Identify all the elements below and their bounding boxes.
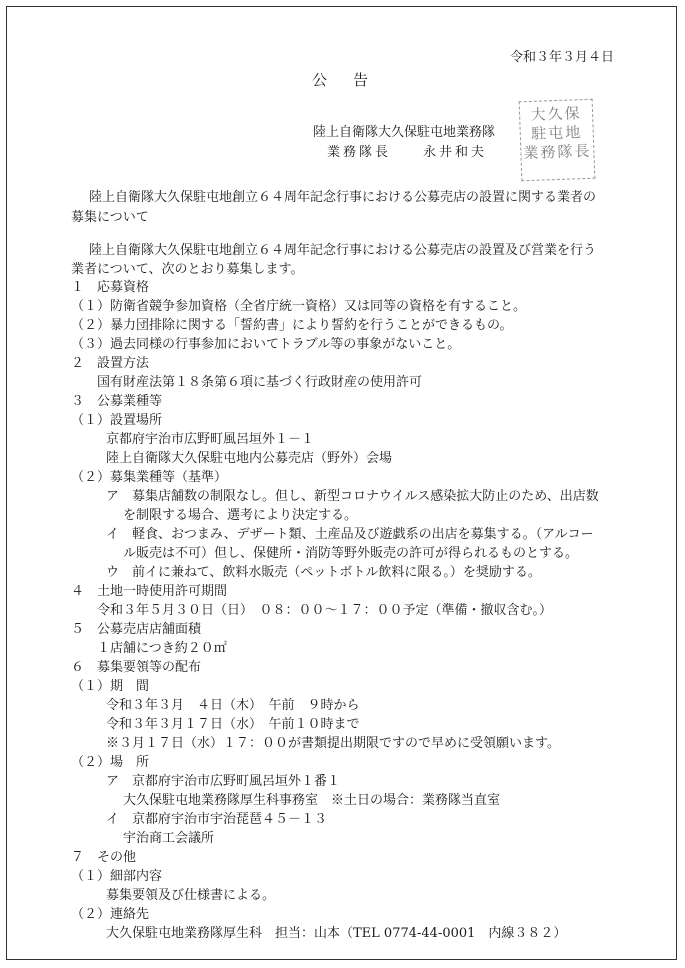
issuer-organization: 陸上自衛隊大久保駐屯地業務隊 (313, 125, 496, 140)
section-body: 大久保駐屯地業務隊厚生科事務室 ※土日の場合：業務隊当直室 (123, 793, 501, 808)
section-body: ア 募集店舗数の制限なし。但し、新型コロナウイルス感染拡大防止のため、出店数 (106, 489, 599, 504)
section-heading: ３ 公募業種等 (71, 394, 163, 409)
subsection-heading: （１）設置場所 (71, 413, 163, 428)
subsection-heading: （２）場 所 (71, 755, 150, 770)
subsection-heading: （２）連絡先 (71, 907, 150, 922)
section-body: ※３月１７日（水）１７：００が書類提出期限ですので早めに受領願います。 (106, 736, 560, 751)
subsection-heading: （２）募集業種等（基準） (71, 470, 228, 485)
list-item: （３）過去同様の行事参加においてトラブル等の事象がないこと。 (71, 337, 461, 352)
section-heading: １ 応募資格 (71, 280, 150, 295)
section-body: イ 京都府宇治市宇治琵琶４５－１３ (106, 812, 328, 827)
page-title: 公告 (312, 71, 395, 89)
list-item: （２）暴力団排除に関する「誓約書」により誓約を行うことができるもの。 (71, 318, 513, 333)
section-body: ル販売は不可）但し、保健所・消防等野外販売の許可が得られるものとする。 (123, 546, 579, 561)
section-heading: ２ 設置方法 (71, 356, 150, 371)
subject-line: 募集について (71, 210, 149, 225)
section-body: 令和３年３月 ４日（木） 午前 ９時から (106, 698, 360, 713)
list-item: （１）防衛省競争参加資格（全省庁統一資格）又は同等の資格を有すること。 (71, 299, 527, 314)
section-body: イ 軽食、おつまみ、デザート類、土産品及び遊戯系の出店を募集する。（アルコー (106, 527, 594, 542)
contact-line: 大久保駐屯地業務隊厚生科 担当：山本（TEL 0774-44-0001 内線３８２） (106, 926, 567, 941)
subject-line: 陸上自衛隊大久保駐屯地創立６４周年記念行事における公募売店の設置に関する業者の (89, 190, 597, 205)
section-body: １店舗につき約２０㎡ (97, 641, 227, 656)
section-body: ア 京都府宇治市広野町風呂垣外１番１ (106, 774, 341, 789)
seal-line: 業務隊長 (523, 141, 592, 163)
section-heading: ５ 公募売店店舗面積 (71, 622, 202, 637)
section-heading: ７ その他 (71, 850, 137, 865)
intro-line: 業者について、次のとおり募集します。 (71, 262, 304, 277)
subsection-heading: （１）細部内容 (71, 869, 163, 884)
section-body: 宇治商工会議所 (123, 831, 215, 846)
issuer-name: 業務隊長 永井和夫 (327, 145, 488, 160)
seal-line: 大久保 (530, 104, 582, 124)
section-body: 令和３年５月３０日（日） ０８：００～１７：００予定（準備・撤収含む。） (97, 603, 553, 618)
section-body: 国有財産法第１８条第６項に基づく行政財産の使用許可 (97, 375, 423, 390)
section-body: 募集要領及び仕様書による。 (106, 888, 276, 903)
section-body: 陸上自衛隊大久保駐屯地内公募売店（野外）会場 (106, 451, 393, 466)
notice-date: 令和３年３月４日 (510, 50, 615, 65)
section-body: ウ 前イに兼ねて、飲料水販売（ペットボトル飲料に限る。）を奨励する。 (106, 565, 541, 580)
intro-line: 陸上自衛隊大久保駐屯地創立６４周年記念行事における公募売店の設置及び営業を行う (89, 243, 597, 258)
official-seal (519, 99, 596, 182)
section-body: 京都府宇治市広野町風呂垣外１－１ (106, 432, 315, 447)
section-heading: ４ 土地一時使用許可期間 (71, 584, 228, 599)
section-body: を制限する場合、選考により決定する。 (123, 508, 358, 523)
subsection-heading: （１）期 間 (71, 679, 150, 694)
section-heading: ６ 募集要領等の配布 (71, 660, 202, 675)
seal-line: 駐屯地 (530, 123, 583, 143)
section-body: 令和３年３月１７日（水） 午前１０時まで (106, 717, 360, 732)
